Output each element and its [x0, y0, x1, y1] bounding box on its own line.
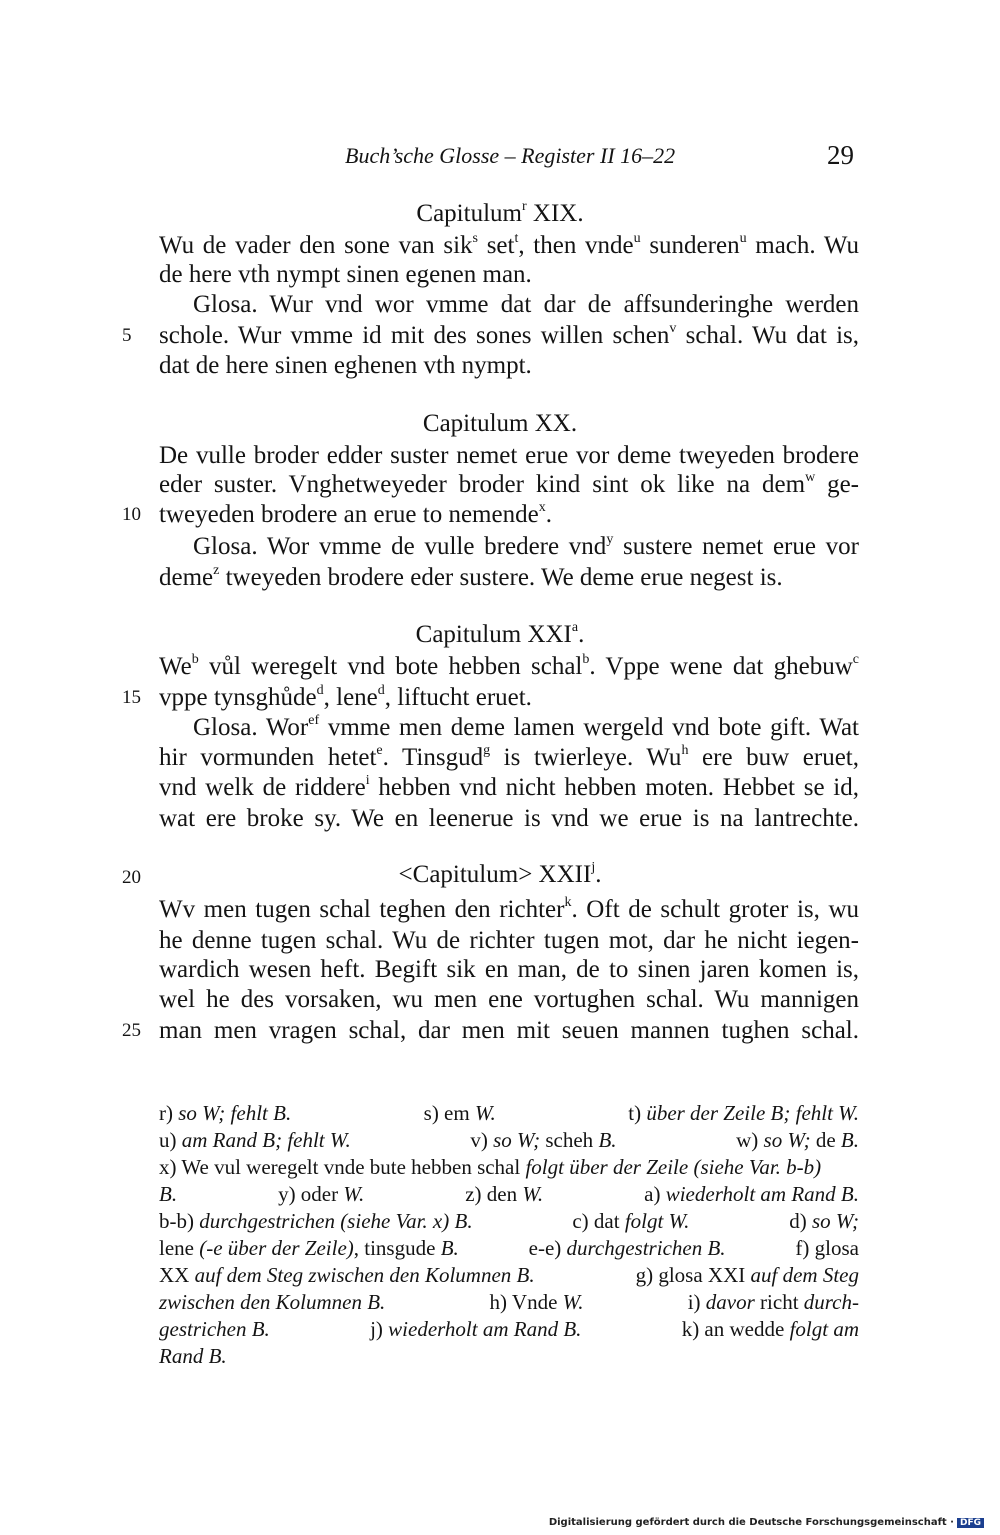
text-line-5: dat de here sinen eghenen vth nympt. [159, 352, 532, 379]
footnote-line-4: B. y) oder W. z) den W. a) wiederholt am Rand B. [159, 1182, 859, 1206]
text-line-2: de here vth nympt sinen egenen man. [159, 261, 532, 288]
text-line-4: schole. Wur vmme id mit des sones willen schen$^v$ schal. Wu dat is, [159, 321, 859, 349]
line-number-10: 10 [122, 504, 141, 525]
text-line-20: wel he des vorsaken, wu men ene vortughen schal. Wu mannigen [159, 986, 859, 1013]
text-line-9: Glosa. Wor vmme de vulle bredere vnd$^y$ sustere nemet erue vor [193, 532, 859, 560]
footnote-line-5: b-b) durchgestrichen (siehe Var. x) B. c) dat folgt W. d) so W; [159, 1209, 859, 1233]
footnotes [159, 1100, 859, 1370]
text-line-12: vppe tynsghůde$^d$, lene$^d$, liftucht eruet. [159, 683, 532, 711]
chapter-heading-19: Capitulum$^r$ XIX. [416, 199, 584, 227]
line-number-5: 5 [122, 325, 132, 346]
line-number-15: 15 [122, 687, 141, 708]
footnote-line-2: u) am Rand B; fehlt W. v) so W; scheh B. w) so W; de B. [159, 1128, 859, 1152]
footnote-line-1: r) so W; fehlt B. s) em W. t) über der Zeile B; fehlt W. [159, 1101, 859, 1125]
chapter-heading-22: <Capitulum> $XXII^j$. [398, 860, 602, 888]
text-line-1: Wu de vader den sone van sik$^s$ set$^t$, then vnde$^u$ sunderen$^u$ mach. Wu [159, 231, 859, 259]
text-line-3: Glosa. Wur vnd wor vmme dat dar de affsunderinghe werden [193, 291, 859, 318]
text-line-14: hir vormunden hetet$^e$. Tinsgud$^g$ is twierleye. Wu$^h$ ere buw eruet, [159, 743, 859, 771]
text-line-16: wat ere broke sy. We en leenerue is vnd we erue is na lantrechte. [159, 805, 859, 832]
footnote-line-7: XX auf dem Steg zwischen den Kolumnen B. g) glosa XXI auf dem Steg [159, 1263, 859, 1287]
text-line-15: vnd welk de riddere$^i$ hebben vnd nicht hebben moten. Hebbet se id, [159, 773, 859, 801]
chapter-heading-21: Capitulum XXI$^a$. [415, 620, 585, 648]
digitization-credit: Digitalisierung gefördert durch die Deutsche Forschungsgemeinschaft · DFG [549, 1517, 984, 1528]
footnote-line-6: lene (-e über der Zeile), tinsgude B. e-e) durchgestrichen B. f) glosa [159, 1236, 859, 1260]
text-line-8: tweyeden brodere an erue to nemende$^x$. [159, 500, 552, 528]
footnote-line-8: zwischen den Kolumnen B. h) Vnde W. i) davor richt durch- [159, 1290, 859, 1314]
running-header: Buch’sche Glosse – Register II 16–22 [345, 143, 676, 168]
footnote-line-3: x) We vul weregelt vnde bute hebben schal folgt über der Zeile (siehe Var. b-b) [159, 1155, 822, 1179]
text-line-6: De vulle broder edder suster nemet erue vor deme tweyeden brodere [159, 442, 859, 469]
text-line-11: We$^b$ vůl weregelt vnd bote hebben schal$^b$. Vppe wene dat ghebuw$^c$ [159, 652, 859, 680]
line-number-20: 20 [122, 867, 141, 888]
page-number: 29 [827, 140, 854, 170]
text-line-7: eder suster. Vnghetweyeder broder kind sint ok like na dem$^w$ ge- [159, 470, 859, 498]
text-line-13: Glosa. Wor$^{ef}$ vmme men deme lamen wergeld vnd bote gift. Wat [193, 713, 859, 741]
text-line-10: deme$^z$ tweyeden brodere eder sustere. We deme erue negest is. [159, 563, 783, 591]
footnote-line-9: gestrichen B. j) wiederholt am Rand B. k) an wedde folgt am [159, 1317, 859, 1341]
line-number-25: 25 [122, 1020, 141, 1041]
footnote-line-10: Rand B. [159, 1344, 227, 1368]
chapter-heading-20: Capitulum XX. [422, 410, 578, 437]
text-line-17: Wv men tugen schal teghen den richter$^k$. Oft de schult groter is, wu [159, 895, 859, 923]
text-line-18: he denne tugen schal. Wu de richter tugen mot, dar he nicht iegen- [159, 927, 859, 954]
dfg-logo: DFG [957, 1518, 984, 1528]
text-line-19: wardich wesen heft. Begift sik en man, de to sinen jaren komen is, [159, 956, 859, 983]
text-line-21: man men vragen schal, dar men mit seuen mannen tughen schal. [159, 1017, 859, 1044]
